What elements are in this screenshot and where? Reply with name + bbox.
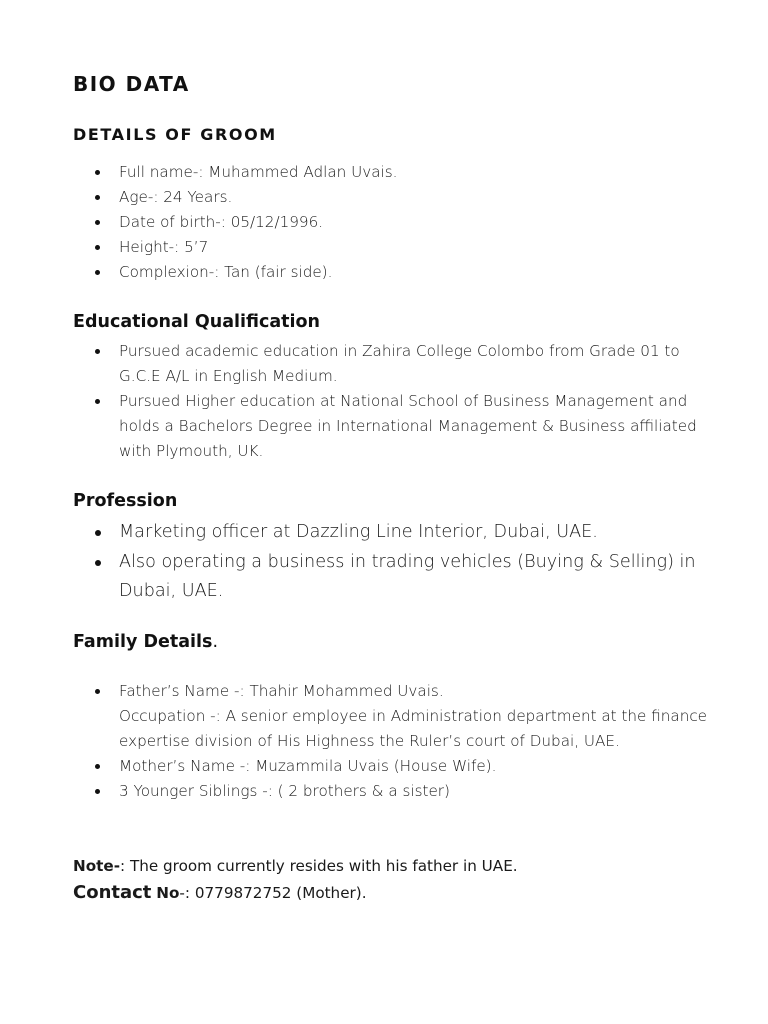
- education-list: [73, 339, 713, 464]
- note-line: [73, 854, 518, 879]
- document-title: BIO DATA: [73, 72, 190, 96]
- note-text: : The groom currently resides with his father in UAE.: [120, 857, 518, 875]
- list-item-full-name: Full name-: Muhammed Adlan Uvais.: [73, 160, 713, 185]
- father-name: Father’s Name -: Thahir Mohammed Uvais.: [119, 682, 444, 700]
- list-item-age: Age-: 24 Years.: [73, 185, 713, 210]
- profession-list: [73, 518, 713, 607]
- education-heading: Educational Qualification: [73, 312, 321, 332]
- list-item-profession-business: Also operating a business in trading vehicles (Buying & Selling) in Dubai, UAE.: [73, 548, 713, 607]
- groom-details-heading: DETAILS OF GROOM: [73, 125, 277, 144]
- list-item-complexion: Complexion-: Tan (fair side).: [73, 260, 713, 285]
- list-item-education-higher: Pursued Higher education at National School of Business Management and holds a Bachelors Degree in International Management & Business affiliated with Plymouth, UK.: [73, 389, 713, 464]
- contact-text: -: 0779872752 (Mother).: [179, 884, 367, 902]
- list-item-siblings: 3 Younger Siblings -: ( 2 brothers & a sister): [73, 779, 713, 804]
- list-item-height: Height-: 5’7: [73, 235, 713, 260]
- contact-no-label: No: [156, 884, 180, 902]
- list-item-mother: Mother’s Name -: Muzammila Uvais (House Wife).: [73, 754, 713, 779]
- family-heading: [73, 632, 218, 652]
- list-item-education-school: Pursued academic education in Zahira College Colombo from Grade 01 to G.C.E A/L in English Medium.: [73, 339, 713, 389]
- list-item-father: [73, 679, 713, 754]
- list-item-date-of-birth: Date of birth-: 05/12/1996.: [73, 210, 713, 235]
- groom-details-list: [73, 160, 713, 285]
- contact-label: Contact: [73, 882, 152, 903]
- family-list: [73, 679, 713, 804]
- father-occupation: Occupation -: A senior employee in Administration department at the finance expertise division of His Highness the Ruler’s court of Dubai, UAE.: [119, 707, 708, 750]
- contact-line: [73, 879, 367, 907]
- note-label: Note-: [73, 857, 121, 875]
- family-heading-text: Family Details: [73, 632, 213, 652]
- list-item-profession-marketing: Marketing officer at Dazzling Line Interior, Dubai, UAE.: [73, 518, 713, 548]
- profession-heading: Profession: [73, 491, 178, 511]
- family-heading-punct: .: [212, 632, 219, 652]
